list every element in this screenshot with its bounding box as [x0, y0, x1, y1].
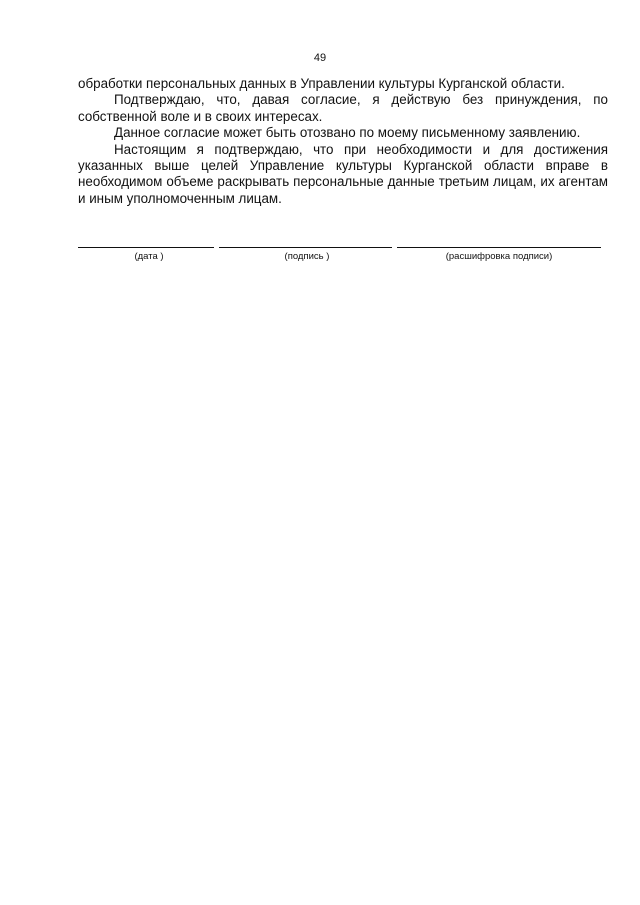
date-line	[78, 247, 214, 248]
date-label: (дата )	[134, 251, 164, 262]
paragraph-third-party-disclosure: Настоящим я подтверждаю, что при необходимости и для достижения указанных выше целей Управление культуры Курганской области вправе в необходимом объеме раскрывать персональные данные третьим лицам, их агентам и иным уполномоченным лицам.	[78, 141, 608, 206]
signature-decoding-label: (расшифровка подписи)	[445, 251, 553, 262]
paragraph-continuation: обработки персональных данных в Управлении культуры Курганской области.	[78, 76, 565, 91]
page-number: 49	[313, 52, 327, 64]
signature-decoding-line	[397, 247, 601, 248]
paragraph-consent-voluntary: Подтверждаю, что, давая согласие, я действую без принуждения, по собственной воле и в своих интересах.	[78, 92, 608, 124]
signature-label: (подпись )	[284, 251, 330, 262]
paragraph-consent-revocation: Данное согласие может быть отозвано по моему письменному заявлению.	[114, 125, 581, 141]
signature-line	[219, 247, 392, 248]
body-text	[78, 76, 608, 207]
